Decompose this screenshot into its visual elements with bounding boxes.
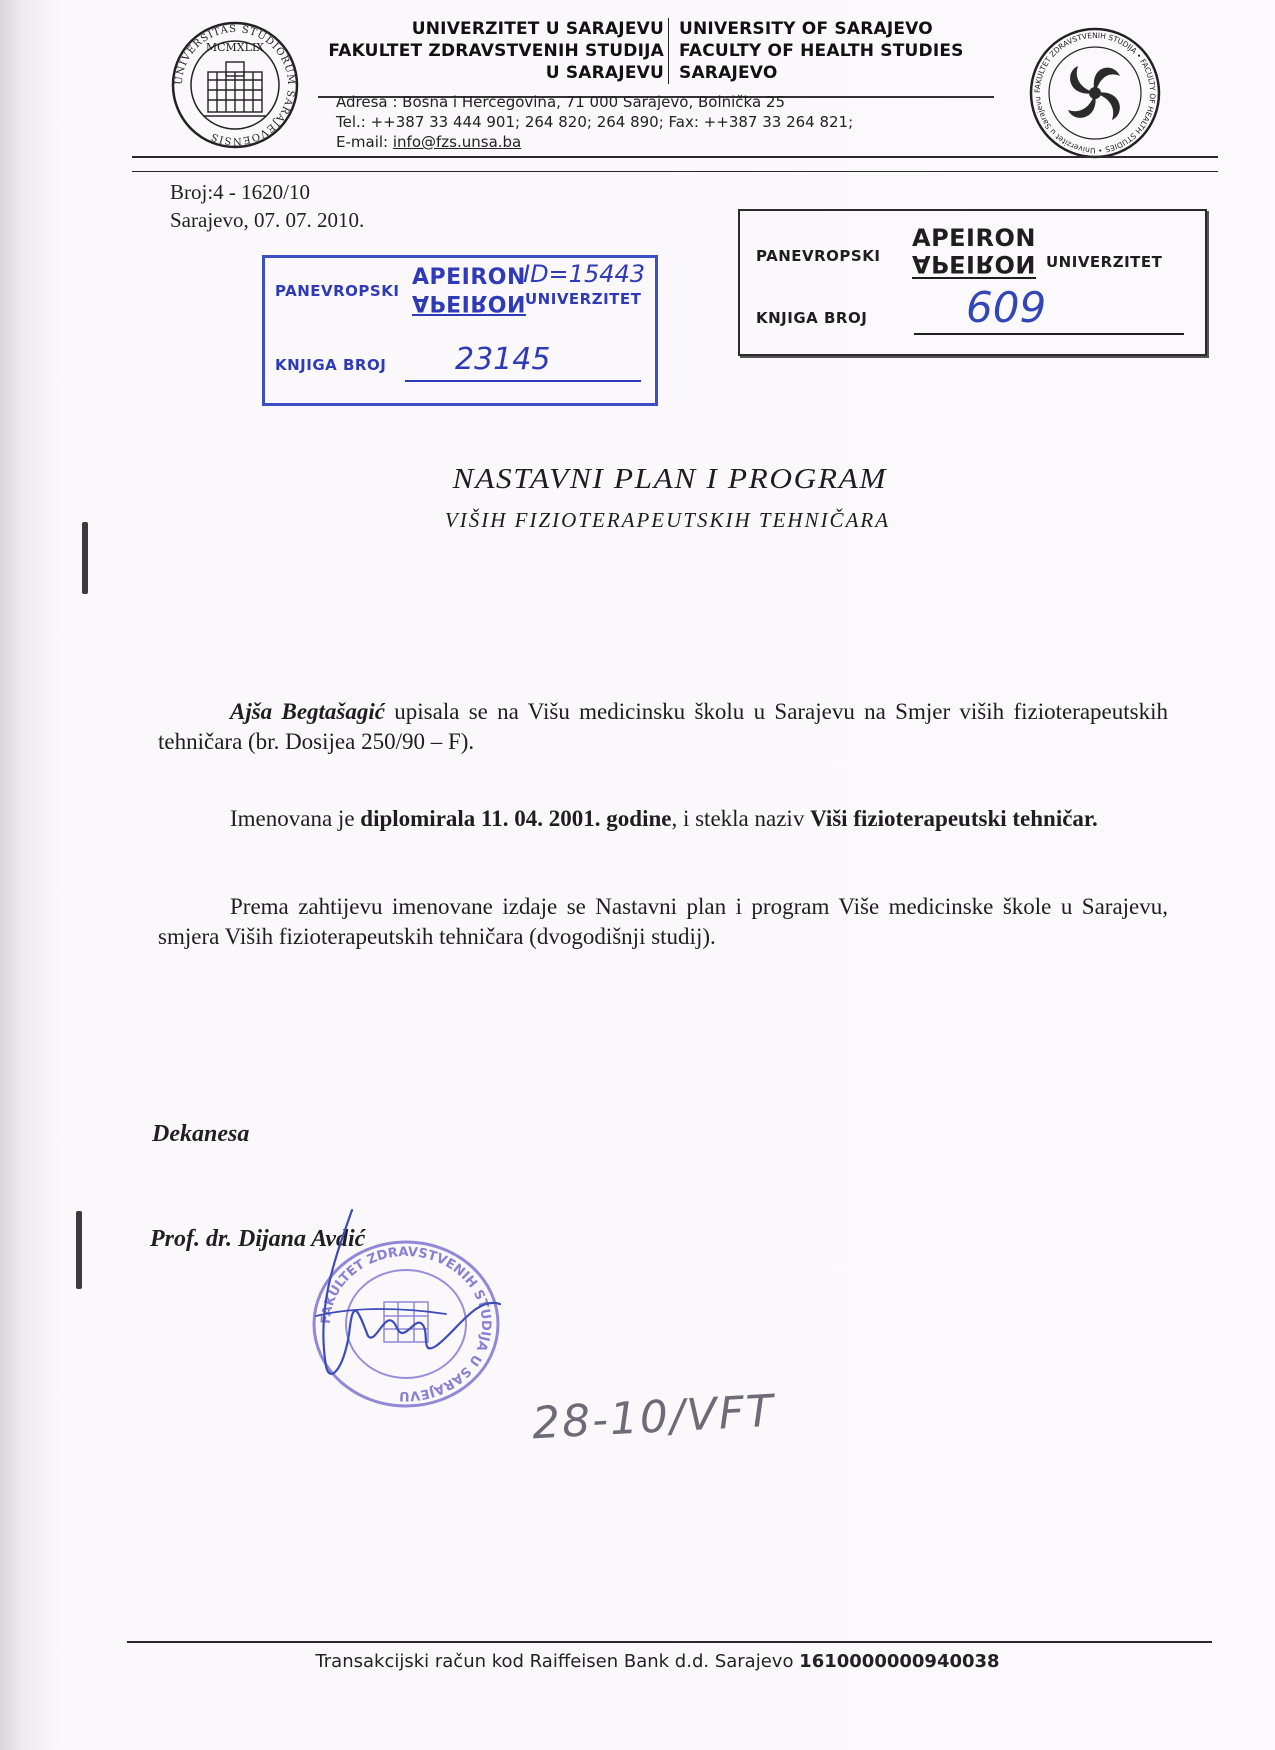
stamp-blue-book-number: 23145 <box>455 342 551 377</box>
letterhead-name-english <box>679 18 964 84</box>
stamp-black-logo-text: APEIRON <box>912 224 1036 252</box>
letterhead-en-line1: UNIVERSITY OF SARAJEVO <box>679 19 933 39</box>
stamp-blue-book-line <box>405 380 641 382</box>
handwritten-signature <box>296 1196 516 1396</box>
graduation-date: diplomirala 11. 04. 2001. godine <box>360 806 672 831</box>
document-meta <box>170 178 364 234</box>
letterhead-address: Adresa : Bosna i Hercegovina, 71 000 Sarajevo, Bolnička 25 <box>336 93 786 111</box>
faculty-seal-ring-text: FAKULTET ZDRAVSTVENIH STUDIJA U SARAJEVU <box>318 1244 494 1404</box>
footer-bank-text: Transakcijski račun kod Raiffeisen Bank d.d. Sarajevo <box>315 1651 800 1672</box>
paragraph-graduation <box>158 804 1168 834</box>
letterhead-en-line2: FACULTY OF HEALTH STUDIES <box>679 41 964 61</box>
paragraph-request <box>158 892 1168 952</box>
stamp-blue-left-word: PANEVROPSKI <box>275 282 400 300</box>
stamp-black-left-word: PANEVROPSKI <box>756 247 881 265</box>
university-seal-left <box>170 20 300 150</box>
letterhead-contact <box>336 92 853 152</box>
letterhead-email-label: E-mail: <box>336 133 389 151</box>
seal-right-ring-text: FAKULTET ZDRAVSTVENIH STUDIJA • FACULTY OF HEALTH STUDIES • Univerzitet u Sarajevu <box>1032 30 1158 156</box>
footer-bank-info <box>0 1651 1275 1672</box>
paragraph-enrollment-text: upisala se na Višu medicinsku školu u Sarajevu na Smjer viših fizioterapeutskih tehničara (br. Dosijea 250/90 – F). <box>158 699 1168 754</box>
apeiron-stamp-black <box>738 209 1207 356</box>
binding-staple-bottom <box>76 1211 82 1289</box>
graduation-title: Viši fizioterapeutski tehničar. <box>810 806 1098 831</box>
letterhead-en-line3: SARAJEVO <box>679 63 778 83</box>
paragraph-enrollment <box>158 697 1168 757</box>
letterhead-bs-line3: U SARAJEVU <box>545 63 664 83</box>
graduation-text-mid: , i stekla naziv <box>671 806 811 831</box>
seal-left-ring-text: UNIVERSITAS STUDIORUM SARAJEVOENSIS <box>173 23 297 147</box>
stamp-black-right-word: UNIVERZITET <box>1046 253 1163 271</box>
stamp-blue-book-label: KNJIGA BROJ <box>275 356 387 374</box>
letterhead-email-link[interactable]: info@fzs.unsa.ba <box>392 133 522 151</box>
signatory-name: Prof. dr. Dijana Avdić <box>150 1226 366 1252</box>
letterhead-phone: Tel.: ++387 33 444 901; 264 820; 264 890; Fax: ++387 33 264 821; <box>336 113 854 131</box>
stamp-black-book-line <box>914 333 1184 335</box>
letterhead-bs-line1: UNIVERZITET U SARAJEVU <box>411 19 664 39</box>
header-rule <box>132 156 1218 158</box>
letterhead-email-line <box>336 132 853 152</box>
student-name: Ajša Begtašagić <box>230 699 385 724</box>
stamp-blue-logo-mirror: APEIRON <box>412 290 526 315</box>
paragraph-request-text: Prema zahtijevu imenovane izdaje se Nastavni plan i program Više medicinske škole u Sarajevu, smjera Viših fizioterapeutskih tehničara (dvogodišnji studij). <box>158 894 1168 949</box>
stamp-blue-logo <box>412 266 526 316</box>
stamp-black-logo <box>912 225 1036 279</box>
faculty-seal-right <box>1028 26 1162 160</box>
graduation-text-start: Imenovana je <box>230 806 361 831</box>
letterhead-name-bosnian <box>328 18 669 84</box>
document-place-date: Sarajevo, 07. 07. 2010. <box>170 208 365 232</box>
document-title: NASTAVNI PLAN I PROGRAM <box>452 463 888 495</box>
signatory-role: Dekanesa <box>152 1121 250 1147</box>
stamp-blue-id-note: ID=15443 <box>523 260 646 288</box>
header-rule-thin <box>132 171 1218 172</box>
document-number: Broj:4 - 1620/10 <box>170 180 310 204</box>
stamp-black-book-number: 609 <box>966 283 1047 332</box>
seal-left-year: MCMXLIX <box>205 41 265 54</box>
handwritten-note: 28-10/VFT <box>530 1385 777 1450</box>
stamp-blue-right-word: UNIVERZITET <box>525 290 642 308</box>
document-subtitle: VIŠIH FIZIOTERAPEUTSKIH TEHNIČARA <box>444 508 891 532</box>
stamp-black-logo-mirror: APEIRON <box>912 250 1036 278</box>
footer-rule <box>127 1641 1212 1643</box>
stamp-black-book-label: KNJIGA BROJ <box>756 309 868 327</box>
letterhead-bs-line2: FAKULTET ZDRAVSTVENIH STUDIJA <box>328 41 664 61</box>
stamp-blue-logo-text: APEIRON <box>412 265 526 290</box>
footer-account-number: 1610000000940038 <box>799 1651 1000 1672</box>
apeiron-stamp-blue <box>262 255 658 406</box>
